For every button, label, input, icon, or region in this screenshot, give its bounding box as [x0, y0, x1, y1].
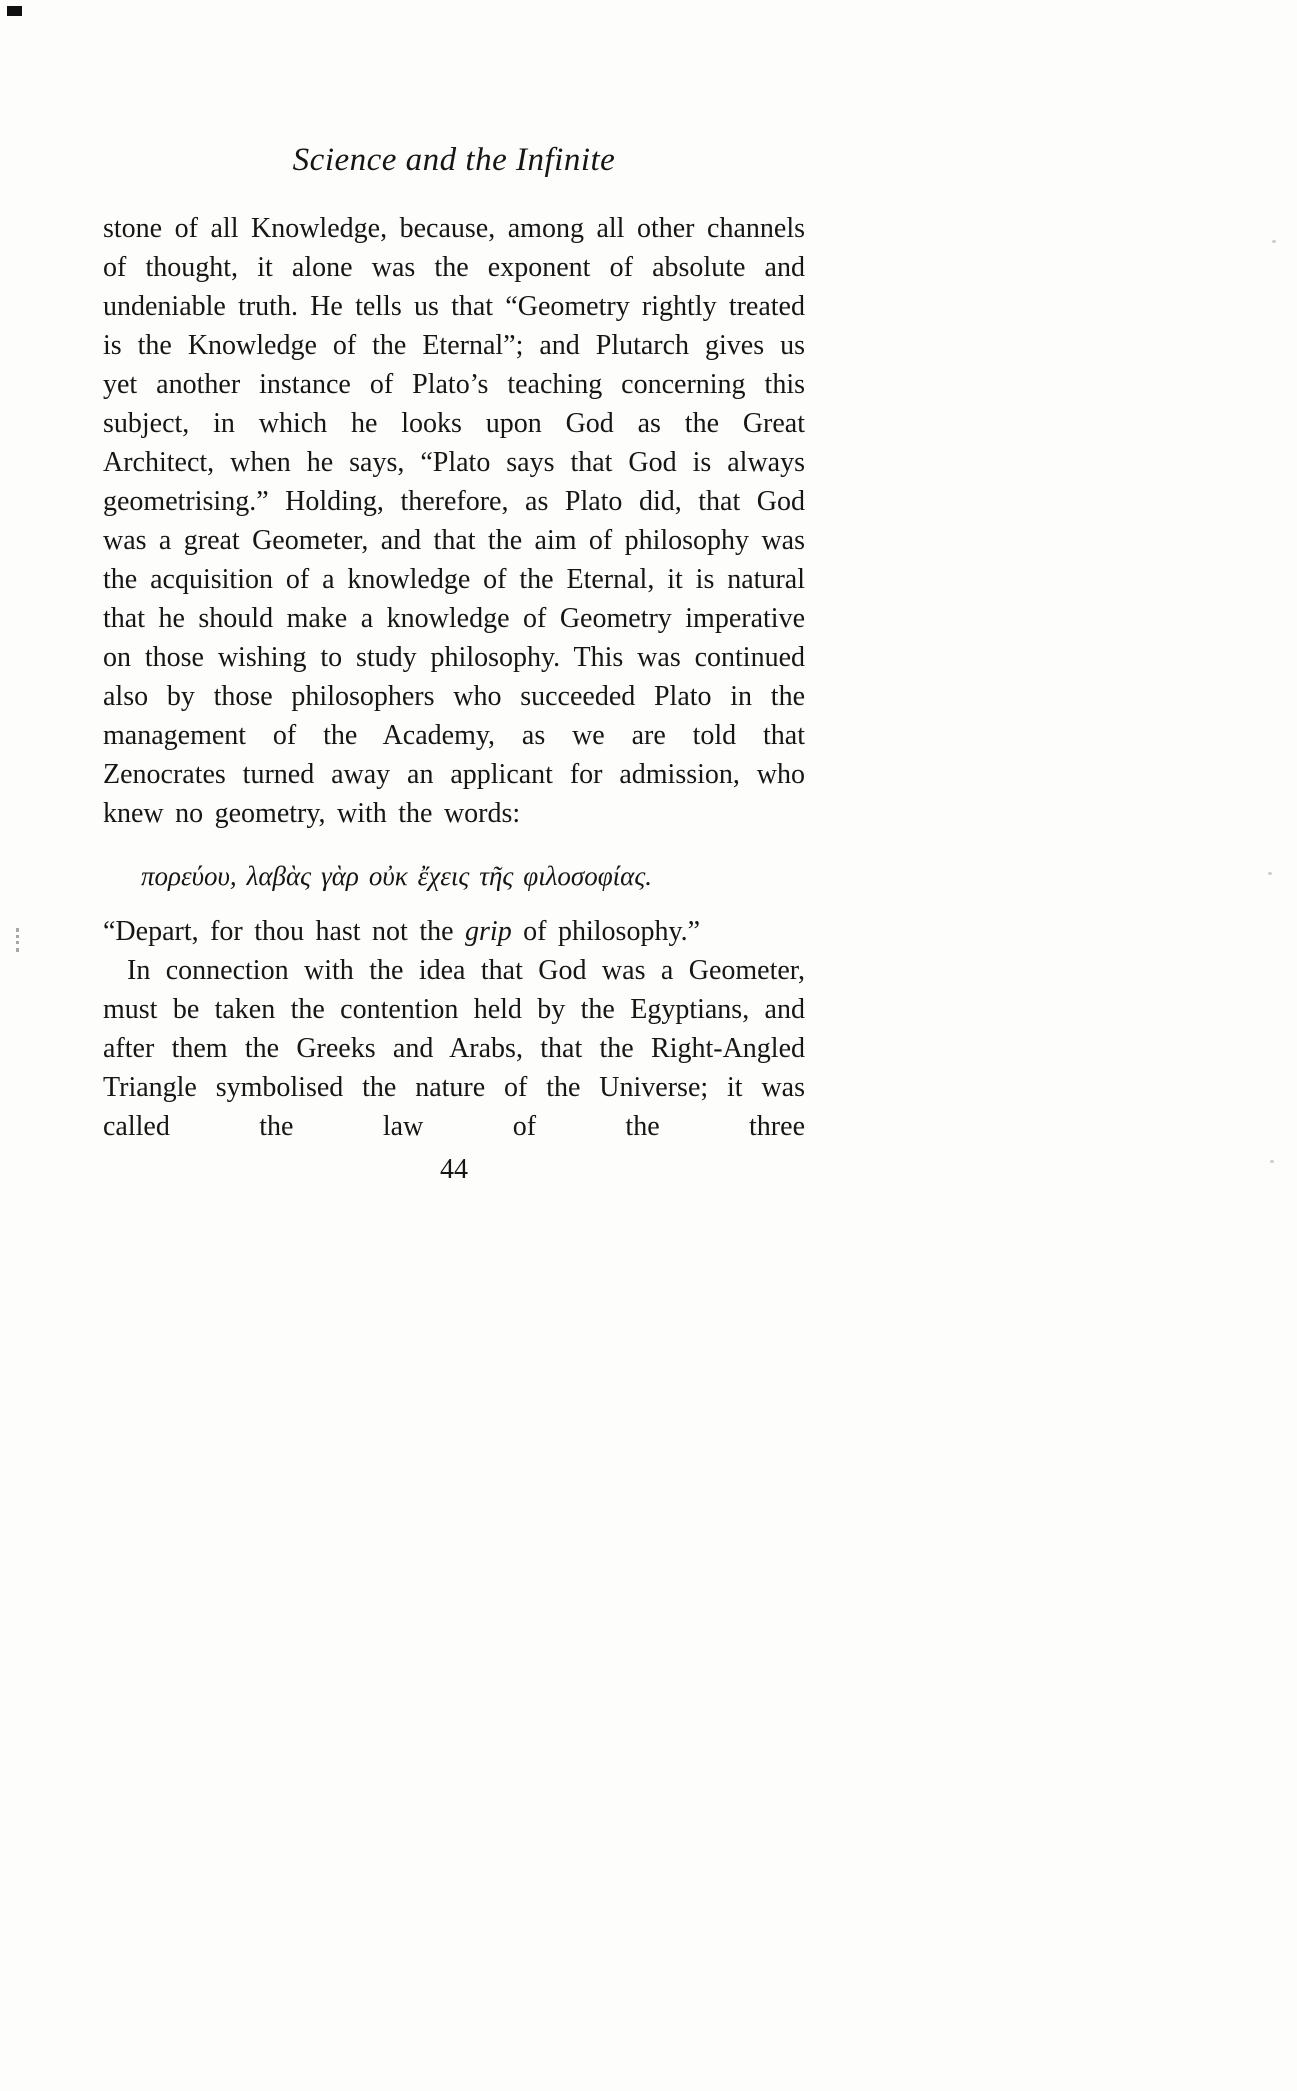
page-title: Science and the Infinite — [292, 142, 616, 178]
translation-text-before: “Depart, for thou hast not the — [103, 916, 466, 947]
greek-quote: πορεύου, λαβὰς γὰρ οὐκ ἔχεις τῆς φιλοσοφίας. — [141, 861, 653, 891]
translation-text-after: of philosophy.” — [511, 916, 701, 947]
body-paragraph: In connection with the idea that God was a Geometer, must be taken the contention held by the Egyptians, and after them the Greeks and Arabs, that the Right-Angled Triangle symbolised the nature of the Universe; it was called the law of the three — [103, 955, 805, 1142]
translation-paragraph — [103, 912, 805, 951]
text-column — [103, 142, 805, 1189]
page-number: 44 — [440, 1154, 468, 1185]
scan-speck — [1272, 240, 1276, 243]
scan-artifact — [16, 928, 23, 952]
scan-speck — [1270, 1160, 1274, 1163]
translation-italic-word: grip — [465, 916, 512, 947]
body-paragraph: stone of all Knowledge, because, among all other channels of thought, it alone was the exponent of absolute and undeniable truth. He tells us that “Geometry rightly treated is the Knowledge of the Eternal”; and Plutarch gives us yet another instance of Plato’s teaching concerning this subject, in which he looks upon God as the Great Architect, when he says, “Plato says that God is always geometrising.” Holding, therefore, as Plato did, that God was a great Geometer, and that the aim of philosophy was the acquisition of a knowledge of the Eternal, it is natural that he should make a knowledge of Geometry imperative on those wishing to study philosophy. This was continued also by those philosophers who succeeded Plato in the management of the Academy, as we are told that Zenocrates turned away an applicant for admission, who knew no geometry, with the words: — [103, 213, 805, 829]
scan-artifact — [7, 6, 22, 16]
scan-speck — [1268, 872, 1272, 875]
